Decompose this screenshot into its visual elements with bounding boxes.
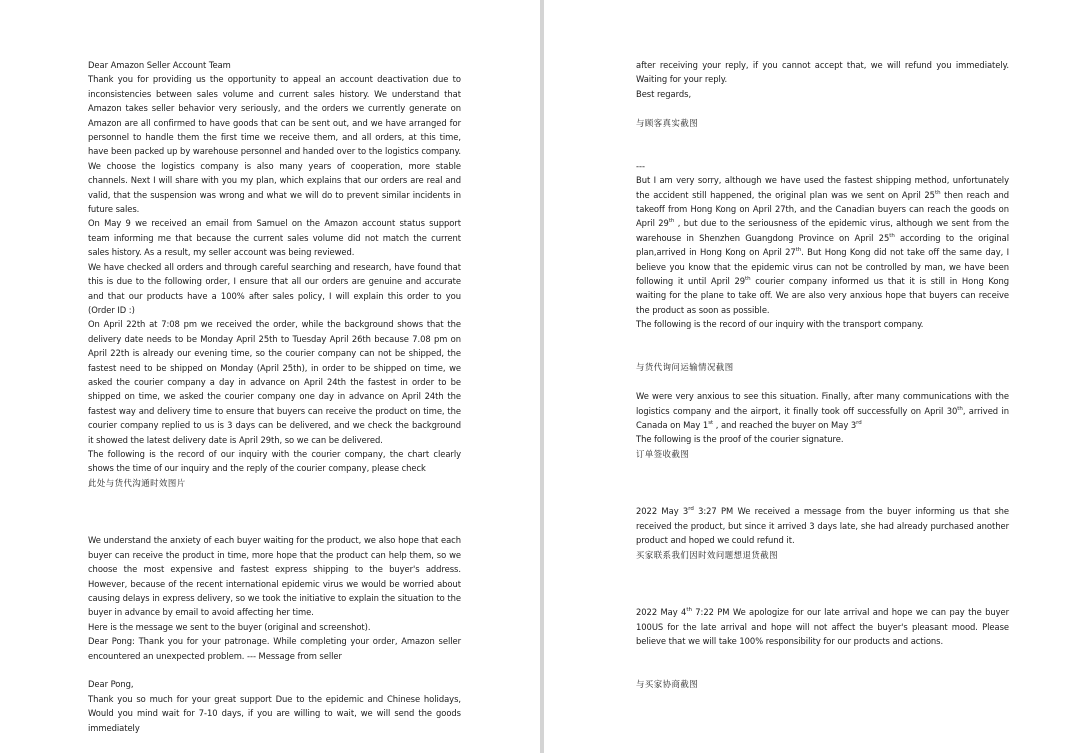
- paragraph: On May 9 we received an email from Samuel on the Amazon account status support team informing me that because the current sales volume did not match the current sales history. As a result, my seller account was being reviewed.: [88, 218, 461, 258]
- spacer: [636, 591, 1009, 605]
- spacer: [636, 130, 1009, 144]
- document-page-right: [544, 0, 1080, 753]
- image-placeholder-caption: 与货代询问运输情况截图: [636, 362, 734, 373]
- paragraph: Here is the message we sent to the buyer (original and screenshot).: [88, 621, 371, 632]
- paragraph: On April 22th at 7:08 pm we received the order, while the background shows that the delivery date needs to be Monday April 25th to Tuesday April 26th because 7.08 pm on April 22th is already our evening time, so the courier company can not be shipped, the fastest need to be shipped on Monday (April 25th), in order to be shipped on time, we asked the courier company a day in advance on April 24th the fastest in order to be shipped on time, we asked the courier company one day in advance on April 24th the fastest way and delivery time to ensure that buyers can receive the product on time, the courier company replied to us is 3 days can be delivered, and we check the background it showed the latest delivery date is April 29th, so we can be delivered.: [88, 319, 461, 445]
- spacer: [88, 490, 461, 533]
- spacer: [636, 332, 1009, 346]
- paragraph: 2022 May 4th 7:22 PM We apologize for our late arrival and hope we can pay the buyer 100US for the late arrival and hope will not affect the buyer's pleasant mood. Please believe that we will take 100% responsibility for our products and actions.: [636, 607, 1010, 647]
- image-placeholder-caption: 与买家协商截图: [636, 679, 699, 690]
- paragraph: We were very anxious to see this situation. Finally, after many communications with the logistics company and the airport, it finally took off successfully on April 30th, arrived in Canada on May 1st , and reached the buyer on May 3rd: [636, 391, 1009, 431]
- spacer: [636, 562, 1009, 591]
- paragraph: after receiving your reply, if you cannot accept that, we will refund you immediately. Waiting for your reply.: [636, 60, 1009, 85]
- salutation: Dear Amazon Seller Account Team: [88, 60, 231, 70]
- paragraph: But I am very sorry, although we have used the fastest shipping method, unfortunately the accident still happened, the original plan was we sent on April 25th then reach and takeoff from Hong Kong on April 27th, and the Canadian buyers can reach the goods on April 29th , but due to the seriousness of the epidemic virus, although we sent from the warehouse in Shenzhen Guangdong Province on April 25th according to the original plan,arrived in Hong Kong on April 27th. But Hong Kong did not take off the same day, I believe you know that the epidemic virus can not be controlled by man, we have been following it until April 29th courier company informed us that it is still in Hong Kong waiting for the plane to take off. We are also very anxious hope that buyers can receive the product as soon as possible.: [636, 175, 1010, 315]
- closing: Best regards,: [636, 88, 692, 99]
- spacer: [636, 490, 1009, 504]
- text-column: [636, 58, 1009, 692]
- spacer: [636, 375, 1009, 389]
- spacer: [636, 649, 1009, 678]
- salutation: Dear Pong,: [88, 679, 134, 690]
- paragraph: The following is the proof of the courier signature.: [636, 434, 844, 445]
- image-placeholder-caption: 订单签收截图: [636, 448, 690, 459]
- paragraph: We understand the anxiety of each buyer waiting for the product, we also hope that each buyer can receive the product in time, more hope that the product can help them, so we choose the most expensive and fastest express shipping to the buyer's address. However, because of the recent international epidemic virus we would be worried about causing delays in express delivery, so we took the initiative to explain the situation to the buyer in advance by email to avoid affecting her time.: [88, 535, 461, 618]
- image-placeholder-caption: 与顾客真实截图: [636, 117, 699, 128]
- paragraph: We have checked all orders and through careful searching and research, have found that this is due to the following order, I ensure that all our orders are genuine and accurate and that our products have a 100% after sales policy, I will explain this order to you (Order ID :): [88, 261, 461, 315]
- paragraph: Thank you so much for your great support Due to the epidemic and Chinese holidays, Would you mind wait for 7-10 days, if you are willing to wait, we will send the goods immediately: [88, 693, 461, 733]
- spacer: [88, 663, 461, 677]
- spacer: [636, 144, 1009, 158]
- paragraph: Thank you for providing us the opportunity to appeal an account deactivation due to inconsistencies between sales volume and current sales history. We understand that Amazon takes seller behavior very seriously, and the orders we currently generate on Amazon are all confirmed to have goods that can be sent out, and we have arranged for personnel to handle them the first time we receive them, and all orders, at this time, have been packed up by warehouse personnel and handed over to the logistics company. We choose the logistics company is also many years of cooperation, more stable channels. Next I will share with you my plan, which explains that our orders are real and valid, that the suspension was wrong and what we will do to prevent similar incidents in future sales.: [88, 74, 461, 215]
- image-placeholder-caption: 此处与货代沟通时效图片: [88, 477, 186, 488]
- image-placeholder-caption: 买家联系我们因时效问题想退货截图: [636, 549, 778, 560]
- paragraph: Dear Pong: Thank you for your patronage. While completing your order, Amazon seller encountered an unexpected problem. --- Message from seller: [88, 636, 461, 661]
- spacer: [636, 461, 1009, 490]
- paragraph: 2022 May 3rd 3:27 PM We received a message from the buyer informing us that she received the product, but since it arrived 3 days late, she had already purchased another product and hoped we could refund it.: [636, 506, 1009, 546]
- paragraph: The following is the record of our inquiry with the transport company.: [636, 319, 924, 330]
- spacer: [636, 101, 1009, 115]
- spacer: [636, 346, 1009, 360]
- paragraph: The following is the record of our inquiry with the courier company, the chart clearly shows the time of our inquiry and the reply of the courier company, please check: [88, 448, 461, 474]
- text-column: [88, 58, 461, 735]
- separator-text: ---: [636, 160, 645, 171]
